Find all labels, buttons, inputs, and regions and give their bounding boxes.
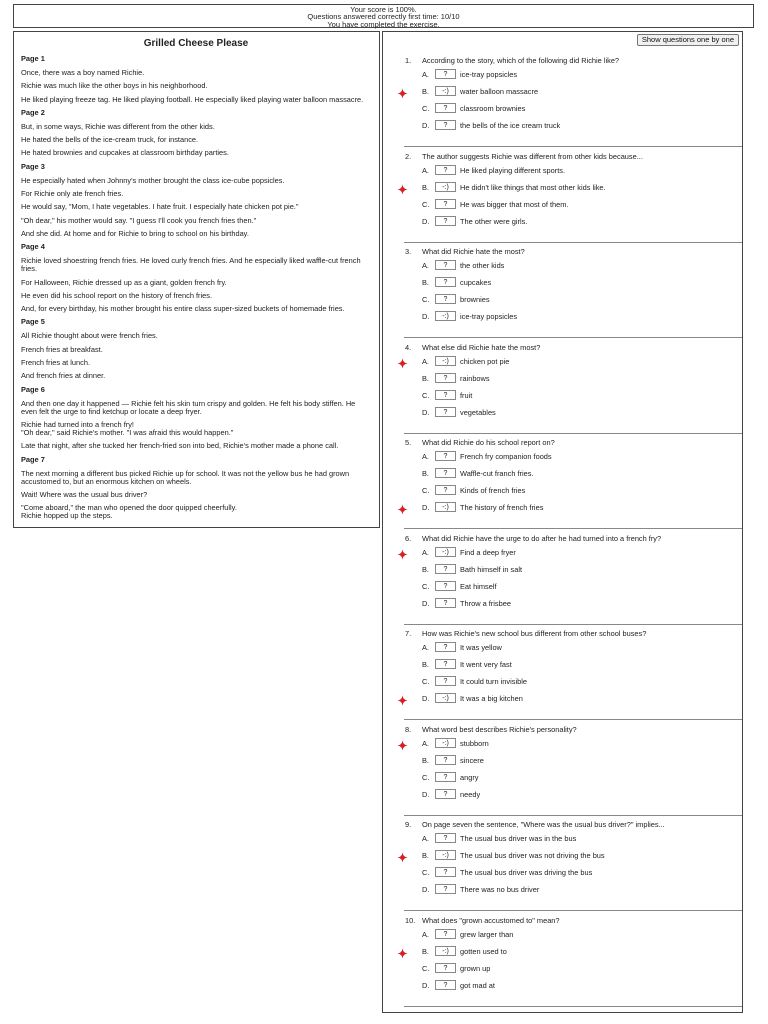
correct-answer-marker-icon: [397, 693, 408, 704]
answer-text: Waffle-cut franch fries.: [460, 469, 534, 478]
answer-text: There was no bus driver: [460, 885, 540, 894]
question-prompt: What did Richie do his school report on?: [422, 438, 555, 447]
answer-select-button[interactable]: ?: [435, 199, 456, 209]
question-divider: [404, 433, 742, 434]
answer-text: cupcakes: [460, 278, 492, 287]
answer-text: the bells of the ice cream truck: [460, 121, 561, 130]
answer-select-button[interactable]: ?: [435, 833, 456, 843]
question-block: [383, 820, 742, 912]
answer-text: brownies: [460, 295, 490, 304]
question-prompt: How was Richie's new school bus different from other school buses?: [422, 629, 647, 638]
question-block: [383, 247, 742, 339]
answer-letter: B.: [422, 946, 429, 956]
story-paragraph: Richie had turned into a french fry! "Oh dear," said Richie's mother. "I was afraid this would happen.": [21, 419, 234, 437]
answer-letter: D.: [422, 694, 430, 703]
answer-option: [422, 103, 525, 114]
answer-letter: A.: [422, 70, 429, 79]
answer-select-button[interactable]: ?: [435, 772, 456, 782]
answer-text: The other were girls.: [460, 216, 528, 226]
story-paragraph: Richie was much like the other boys in his neighborhood.: [21, 81, 208, 91]
question-number: 8.: [405, 724, 412, 734]
question-prompt: On page seven the sentence, "Where was the usual bus driver?" implies...: [422, 820, 665, 829]
question-text: [405, 438, 730, 447]
answer-select-button[interactable]: ?: [435, 929, 456, 939]
answer-text: It could turn invisible: [460, 677, 527, 686]
answer-select-button[interactable]: ?: [435, 884, 456, 894]
answer-option: [422, 356, 509, 367]
question-block: [383, 725, 742, 817]
answer-text: vegetables: [460, 407, 496, 417]
answer-text: Throw a frisbee: [460, 598, 511, 608]
answer-text: He liked playing different sports.: [460, 165, 566, 175]
story-page-label: Page 1: [21, 54, 45, 63]
answer-letter: B.: [422, 660, 429, 669]
answer-letter: C.: [422, 390, 430, 400]
question-divider: [404, 528, 742, 529]
story-paragraph: Richie loved shoestring french fries. He loved curly french fries. And he especially liked waffle-cut french fries.: [21, 256, 361, 274]
score-line: Your score is 100%.: [350, 5, 417, 14]
story-paragraph: He hated brownies and cupcakes at classroom birthday parties.: [21, 148, 229, 158]
answer-select-button[interactable]: ?: [435, 216, 456, 226]
answer-option: [422, 485, 525, 496]
answer-text: grown up: [460, 963, 491, 973]
answer-text: chicken pot pie: [460, 356, 510, 366]
answer-letter: B.: [422, 851, 429, 860]
answer-select-button[interactable]: ?: [435, 963, 456, 973]
answer-select-button[interactable]: ?: [435, 598, 456, 608]
answer-text: grew larger than: [460, 929, 514, 939]
answer-option: [422, 884, 539, 895]
answer-text: The usual bus driver was in the bus: [460, 834, 577, 843]
answer-option: [422, 407, 496, 418]
answer-text: gotten used to: [460, 946, 507, 956]
answer-letter: B.: [422, 564, 429, 574]
story-paragraph: For Halloween, Richie dressed up as a giant, golden french fry.: [21, 277, 227, 287]
answer-letter: A.: [422, 452, 429, 461]
answer-select-button[interactable]: ?: [435, 676, 456, 686]
answer-text: French fry companion foods: [460, 452, 552, 461]
answer-letter: B.: [422, 469, 429, 478]
answer-letter: A.: [422, 929, 429, 939]
answer-select-button[interactable]: ?: [435, 390, 456, 400]
answer-option: [422, 833, 576, 844]
answer-letter: A.: [422, 643, 429, 652]
question-text: [405, 534, 730, 543]
story-page-label: Page 7: [21, 454, 45, 464]
show-one-by-one-button[interactable]: Show questions one by one: [637, 34, 739, 46]
answer-letter: B.: [422, 755, 429, 765]
answer-option: [422, 216, 527, 227]
answer-letter: A.: [422, 356, 429, 366]
story-paragraph: Late that night, after she tucked her french-fried son into bed, Richie's mother made a phone call.: [21, 441, 339, 451]
answer-select-button[interactable]: ?: [435, 277, 456, 287]
answer-option: [422, 182, 606, 193]
answer-option: [422, 755, 484, 766]
answer-select-button[interactable]: ?: [435, 260, 456, 270]
answer-option: [422, 789, 480, 800]
answer-select-button[interactable]: -:): [435, 850, 456, 860]
question-text: [405, 343, 730, 352]
answer-option: [422, 311, 517, 322]
question-prompt: What did Richie have the urge to do after he had turned into a french fry?: [422, 533, 662, 543]
question-divider: [404, 624, 742, 625]
answer-option: [422, 659, 512, 670]
question-block: [383, 916, 742, 1008]
answer-option: [422, 390, 472, 401]
story-page-label: Page 3: [21, 161, 45, 171]
question-divider: [404, 719, 742, 720]
story-paragraph: Once, there was a boy named Richie.: [21, 68, 145, 77]
answer-text: classroom brownies: [460, 104, 526, 113]
question-text: [405, 629, 730, 638]
answer-select-button[interactable]: ?: [435, 120, 456, 130]
answer-select-button[interactable]: ?: [435, 867, 456, 877]
story-paragraph: And she did. At home and for Richie to bring to school on his birthday.: [21, 228, 249, 238]
answer-option: [422, 867, 592, 878]
question-text: [405, 247, 730, 256]
answer-text: needy: [460, 789, 481, 799]
answer-letter: B.: [422, 182, 429, 192]
answer-option: [422, 946, 507, 957]
story-paragraph: "Come aboard," the man who opened the door quipped cheerfully. Richie hopped up the steps.: [21, 503, 237, 521]
answer-letter: D.: [422, 503, 430, 512]
answer-letter: C.: [422, 772, 430, 782]
completion-line: You have completed the exercise.: [327, 19, 440, 29]
answer-letter: C.: [422, 677, 430, 686]
question-text: [405, 56, 730, 65]
story-title: Grilled Cheese Please: [143, 38, 249, 49]
story-paragraph: He hated the bells of the ice-cream truck, for instance.: [21, 135, 199, 145]
answer-select-button[interactable]: ?: [435, 755, 456, 765]
question-divider: [404, 815, 742, 816]
answer-text: sincere: [460, 755, 484, 765]
story-paragraph: The next morning a different bus picked Richie up for school. It was not the yellow bus he had grown accustomed to, but an enormous kitchen on wheels.: [21, 468, 350, 486]
question-text: [405, 820, 730, 829]
answer-text: Kinds of french fries: [460, 486, 526, 495]
answer-option: [422, 738, 489, 749]
answer-letter: D.: [422, 312, 430, 321]
answer-option: [422, 294, 490, 305]
answer-option: [422, 199, 568, 210]
story-paragraph: Wait! Where was the usual bus driver?: [21, 489, 148, 499]
answer-select-button[interactable]: -:): [435, 738, 456, 748]
answer-text: water balloon massacre: [460, 87, 539, 96]
answer-select-button[interactable]: ?: [435, 642, 456, 652]
answer-text: stubborn: [460, 738, 489, 748]
answer-letter: C.: [422, 868, 430, 877]
question-number: 2.: [405, 151, 412, 161]
correct-answer-marker-icon: [397, 356, 408, 367]
answer-text: got mad at: [460, 980, 495, 990]
answer-select-button[interactable]: ?: [435, 789, 456, 799]
question-prompt: What word best describes Richie's personality?: [422, 724, 577, 734]
answer-letter: D.: [422, 121, 430, 130]
question-prompt: The author suggests Richie was different from other kids because...: [422, 151, 643, 161]
story-paragraph: French fries at breakfast.: [21, 344, 103, 354]
correct-answer-marker-icon: [397, 738, 408, 749]
answer-option: [422, 260, 504, 271]
answer-letter: C.: [422, 486, 430, 495]
story-page-label: Page 4: [21, 242, 45, 252]
answer-option: [422, 581, 497, 592]
question-block: [383, 343, 742, 435]
answer-text: It was yellow: [460, 643, 502, 652]
answer-letter: B.: [422, 278, 429, 287]
question-number: 10.: [405, 915, 416, 925]
answer-letter: A.: [422, 261, 429, 270]
story-paragraph: For Richie only ate french fries.: [21, 189, 124, 199]
answer-option: [422, 468, 534, 479]
story-page-label: Page 2: [21, 107, 45, 117]
answer-letter: A.: [422, 165, 429, 175]
answer-select-button[interactable]: ?: [435, 294, 456, 304]
answer-select-button[interactable]: -:): [435, 502, 456, 512]
question-number: 4.: [405, 342, 412, 352]
question-number: 1.: [405, 56, 412, 65]
answer-text: He didn't like things that most other kids like.: [460, 182, 606, 192]
story-paragraph: He liked playing freeze tag. He liked playing football. He especially liked playing water balloon massacre.: [21, 94, 364, 104]
question-divider: [404, 146, 742, 147]
answer-letter: C.: [422, 581, 430, 591]
answer-option: [422, 963, 490, 974]
answer-letter: D.: [422, 885, 430, 894]
story-paragraph: And french fries at dinner.: [21, 371, 106, 381]
story-paragraph: He even did his school report on the history of french fries.: [21, 290, 213, 300]
question-number: 3.: [405, 247, 412, 256]
answer-select-button[interactable]: -:): [435, 86, 456, 96]
question-divider: [404, 1006, 742, 1007]
question-block: [383, 152, 742, 244]
answer-option: [422, 502, 543, 513]
story-paragraph: But, in some ways, Richie was different from the other kids.: [21, 121, 215, 131]
story-paragraph: And then one day it happened — Richie felt his skin turn crispy and golden. He felt his body stiffen. He even felt the urge to find ketchup or locate a deep fryer.: [21, 398, 356, 416]
question-text: [405, 152, 730, 161]
story-paragraph: All Richie thought about were french fries.: [21, 331, 158, 341]
answer-select-button[interactable]: ?: [435, 980, 456, 990]
question-number: 7.: [405, 629, 412, 638]
story-page-label: Page 5: [21, 317, 45, 327]
answer-text: fruit: [460, 390, 473, 400]
answer-letter: C.: [422, 963, 430, 973]
question-block: [383, 438, 742, 530]
answer-select-button[interactable]: ?: [435, 69, 456, 79]
question-number: 5.: [405, 438, 412, 447]
answer-option: [422, 277, 491, 288]
answer-select-button[interactable]: -:): [435, 182, 456, 192]
answer-select-button[interactable]: ?: [435, 103, 456, 113]
answer-letter: D.: [422, 598, 430, 608]
correct-answer-marker-icon: [397, 946, 408, 957]
answer-option: [422, 642, 502, 653]
question-divider: [404, 337, 742, 338]
answer-letter: C.: [422, 199, 430, 209]
answer-select-button[interactable]: ?: [435, 165, 456, 175]
answer-select-button[interactable]: -:): [435, 946, 456, 956]
question-prompt: What else did Richie hate the most?: [422, 342, 541, 352]
answer-option: [422, 69, 517, 80]
answer-letter: A.: [422, 547, 429, 557]
answer-letter: D.: [422, 216, 430, 226]
answer-select-button[interactable]: ?: [435, 407, 456, 417]
question-prompt: What did Richie hate the most?: [422, 247, 525, 256]
answer-letter: B.: [422, 87, 429, 96]
story-paragraph: "Oh dear," his mother would say. "I guess I'll cook you french fries then.": [21, 215, 257, 225]
question-number: 9.: [405, 820, 412, 829]
answer-select-button[interactable]: -:): [435, 311, 456, 321]
answer-option: [422, 693, 523, 704]
question-divider: [404, 242, 742, 243]
correct-answer-marker-icon: [397, 502, 408, 513]
answer-option: [422, 676, 527, 687]
answer-text: The usual bus driver was not driving the bus: [460, 851, 605, 860]
answer-option: [422, 86, 538, 97]
answer-text: It was a big kitchen: [460, 694, 523, 703]
answer-option: [422, 165, 565, 176]
story-paragraph: French fries at lunch.: [21, 358, 91, 368]
answer-option: [422, 598, 511, 609]
answer-option: [422, 850, 605, 861]
answer-text: He was bigger that most of them.: [460, 199, 569, 209]
answer-select-button[interactable]: -:): [435, 356, 456, 366]
answer-text: It went very fast: [460, 660, 512, 669]
answer-select-button[interactable]: ?: [435, 659, 456, 669]
answer-text: angry: [460, 772, 479, 782]
correct-answer-marker-icon: [397, 850, 408, 861]
questions-panel: [382, 31, 743, 1013]
answer-select-button[interactable]: -:): [435, 547, 456, 557]
question-block: [383, 534, 742, 626]
answer-option: [422, 772, 479, 783]
story-paragraph: And, for every birthday, his mother brought his entire class super-sized buckets of homemade fries.: [21, 304, 345, 314]
answer-letter: D.: [422, 789, 430, 799]
answer-letter: A.: [422, 738, 429, 748]
answer-option: [422, 451, 552, 462]
answer-text: ice-tray popsicles: [460, 70, 518, 79]
answer-select-button[interactable]: ?: [435, 451, 456, 461]
answer-text: Bath himself in salt: [460, 564, 523, 574]
story-paragraph: He would say, "Mom, I hate vegetables. I hate fruit. I especially hate chicken pot pie.": [21, 202, 299, 212]
question-prompt: According to the story, which of the following did Richie like?: [422, 56, 620, 65]
answer-option: [422, 980, 495, 991]
question-divider: [404, 910, 742, 911]
question-number: 6.: [405, 533, 412, 543]
answer-select-button[interactable]: ?: [435, 564, 456, 574]
answer-option: [422, 373, 490, 384]
answer-letter: D.: [422, 407, 430, 417]
answer-select-button[interactable]: -:): [435, 693, 456, 703]
answer-select-button[interactable]: ?: [435, 581, 456, 591]
answer-text: The history of french fries: [460, 503, 544, 512]
answer-option: [422, 929, 513, 940]
answer-letter: C.: [422, 295, 430, 304]
answer-text: Eat himself: [460, 581, 497, 591]
answer-option: [422, 564, 522, 575]
correct-answer-marker-icon: [397, 547, 408, 558]
correct-answer-marker-icon: [397, 86, 408, 97]
story-page-label: Page 6: [21, 384, 45, 394]
question-prompt: What does "grown accustomed to" mean?: [422, 915, 560, 925]
score-summary: [13, 4, 754, 28]
question-text: [405, 916, 730, 925]
answer-text: rainbows: [460, 373, 490, 383]
story-panel: [13, 31, 380, 528]
answer-select-button[interactable]: ?: [435, 485, 456, 495]
question-block: [383, 629, 742, 721]
answer-text: The usual bus driver was driving the bus: [460, 868, 593, 877]
answer-letter: D.: [422, 980, 430, 990]
answer-letter: B.: [422, 373, 429, 383]
first-time-correct-line: Questions answered correctly first time: 10/10: [307, 12, 460, 22]
answer-letter: C.: [422, 104, 430, 113]
answer-select-button[interactable]: ?: [435, 373, 456, 383]
question-text: [405, 725, 730, 734]
answer-letter: A.: [422, 834, 429, 843]
answer-select-button[interactable]: ?: [435, 468, 456, 478]
question-block: [383, 56, 742, 148]
answer-option: [422, 120, 560, 131]
answer-text: Find a deep fryer: [460, 547, 516, 557]
correct-answer-marker-icon: [397, 182, 408, 193]
answer-option: [422, 547, 516, 558]
answer-text: ice-tray popsicles: [460, 312, 518, 321]
story-paragraph: He especially hated when Johnny's mother brought the class ice-cube popsicles.: [21, 175, 285, 185]
answer-text: the other kids: [460, 261, 505, 270]
